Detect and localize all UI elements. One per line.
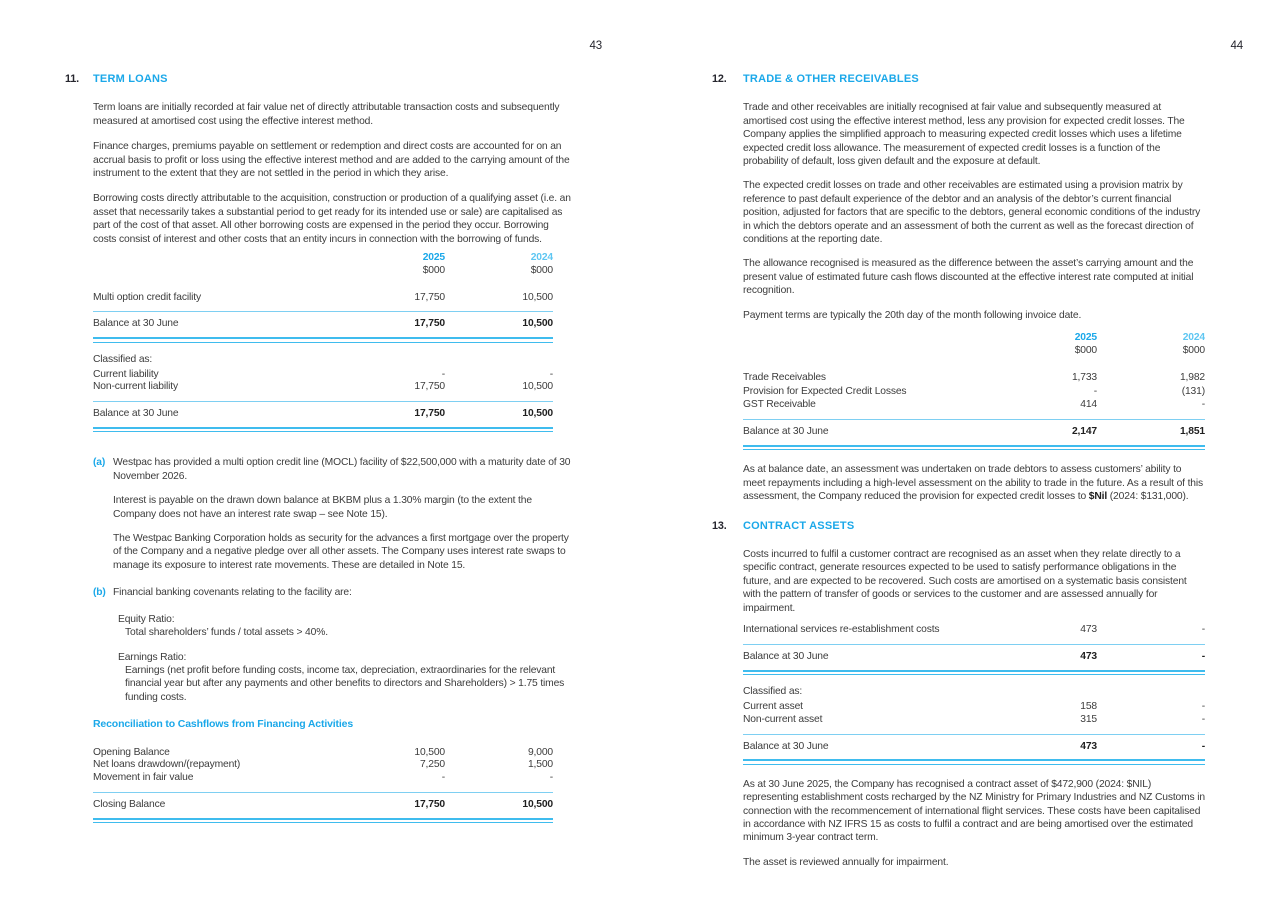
column-header-2025: 2025 [422,252,445,264]
row-label: Current liability [93,368,159,380]
row-label: Provision for Expected Credit Losses [743,386,907,398]
total-value-2024: 1,851 [1179,426,1205,438]
total-value-2025: 473 [1080,740,1097,752]
table-total-row [93,318,553,331]
row-value-2025: - [441,772,445,784]
receivables-table [743,332,1205,450]
paragraph: As at 30 June 2025, the Company has recognised a contract asset of $472,900 (2024: $NIL) representing establishment costs recharged by the NZ Ministry for Primary Industries and NZ Customs in connection with the recommencement of international flight services. These costs have been capitalised in accordance with NZ IFRS 15 as costs to fulfil a contract and are being amortised over the estimated minimum 3-year contract term. [743,778,1205,844]
table-row [93,381,553,394]
right-page [712,0,1243,869]
paragraph: The allowance recognised is measured as the difference between the asset’s carrying amount and the present value of estimated future cash flows discounted at the effective interest rate computed at initial recognition. [743,258,1194,297]
row-value-2025: 1,733 [1071,371,1097,383]
assessment-paragraph [743,463,1205,503]
column-unit-2025: $000 [422,264,445,276]
total-label: Balance at 30 June [93,408,179,420]
row-value-2024: - [1201,700,1205,712]
row-value-2025: 414 [1080,399,1097,411]
row-value-2024: 1,982 [1179,371,1205,383]
table-rule-double [743,759,1205,765]
column-unit-2024: $000 [1182,344,1205,356]
section-trade-receivables [712,73,1243,504]
row-label: Opening Balance [93,746,170,758]
table-row [93,759,553,772]
section-number: 12. [712,73,727,85]
paragraph: Costs incurred to fulfil a customer contract are recognised as an asset when they relate directly to a specific contract, generate resources expected to be used to satisfy performance obligations in the future, and are expected to be recovered. Such costs are amortised on a systematic basis consistent with the pattern of transfer of goods or services to the customer and are assessed annually for impairment. [743,549,1187,614]
row-value-2024: 10,500 [522,381,553,393]
total-value-2024: 10,500 [522,408,553,420]
table-row [93,369,553,382]
table-rule-thin [93,792,553,793]
total-label: Balance at 30 June [743,426,829,438]
table-row [743,386,1205,399]
row-label: International services re-establishment costs [743,624,940,636]
ratio-title: Equity Ratio: [118,613,175,625]
table-rule-thin [743,419,1205,420]
table-rule-thin [93,311,553,312]
table-total-row [93,408,553,421]
paragraph: The expected credit losses on trade and other receivables are estimated using a provision matrix by reference to past default experience of the debtor and an analysis of the debtor’s current financial position, adjusted for factors that are specific to the debtors, general economic conditions of the industry in which the debtors operate and an assessment of both the current as well as the forecast direction of conditions at the reporting date. [743,180,1201,246]
row-label: Trade Receivables [743,371,826,383]
row-value-2025: 7,250 [419,759,445,771]
classified-heading: Classified as: [93,353,153,365]
table-total-row [743,741,1205,754]
total-label: Closing Balance [93,798,166,810]
note-a [93,456,571,583]
equity-ratio [118,613,571,640]
row-value-2024: - [1201,624,1205,636]
term-loans-table [93,252,553,432]
row-label: Multi option credit facility [93,291,201,303]
earnings-ratio [118,651,571,705]
row-value-2025: 10,500 [414,746,445,758]
total-label: Balance at 30 June [743,650,829,662]
left-page [65,0,602,823]
section-title: CONTRACT ASSETS [743,519,855,532]
table-row [743,714,1205,727]
row-label: Non-current liability [93,381,178,393]
assessment-text: (2024: $131,000). [1107,491,1189,503]
table-rule-thin [743,644,1205,645]
section-contract-assets [712,520,1243,870]
row-value-2025: 17,750 [414,381,445,393]
total-value-2025: 17,750 [414,318,445,330]
section-number: 11. [65,73,79,85]
table-total-row [743,426,1205,439]
ratio-title: Earnings Ratio: [118,651,187,663]
paragraph: Borrowing costs directly attributable to the acquisition, construction or production of a qualifying asset (i.e. an asset that necessarily takes a substantial period to get ready for its intended use or sale) are capitalised as part of the cost of that asset. All other borrowing costs are expensed in the period they occur. Borrowing costs consist of interest and other costs that an entity incurs in connection with the borrowing of funds. [93,193,571,245]
row-value-2024: 10,500 [522,291,553,303]
note-paragraph: Financial banking covenants relating to the facility are: [113,587,352,599]
row-label: Movement in fair value [93,772,194,784]
total-label: Balance at 30 June [743,740,829,752]
table-rule-double [93,427,553,433]
table-total-row [743,651,1205,664]
page-number: 43 [589,40,602,52]
paragraph: Payment terms are typically the 20th day of the month following invoice date. [743,309,1082,321]
table-total-row [93,799,553,812]
paragraph: Term loans are initially recorded at fair value net of directly attributable transaction costs and subsequently measured at amortised cost using the effective interest method. [93,102,560,127]
note-paragraph: The Westpac Banking Corporation holds as security for the advances a first mortgage over the property of the Company and a negative pledge over all other assets. The Company uses interest rate swaps to manage its exposure to interest rate movements. These are detailed in Note 15. [113,533,569,571]
total-value-2024: 10,500 [522,318,553,330]
row-value-2025: 158 [1080,700,1097,712]
column-header-2024: 2024 [530,252,553,264]
table-rule-thin [93,401,553,402]
row-value-2025: 315 [1080,713,1097,725]
reconciliation-heading: Reconciliation to Cashflows from Financing Activities [93,718,354,731]
row-label: Non-current asset [743,713,823,725]
row-value-2024: 9,000 [527,746,553,758]
classified-heading-row [743,686,1205,699]
assessment-text: As at balance date, an assessment was undertaken on trade debtors to assess customers’ ability to meet repayments including a high-level assessment on the ability to trade in the future. As a result of this assessment, the Company reduced the provision for expected credit losses to [743,464,1204,503]
table-row [93,747,553,760]
row-value-2024: - [549,368,553,380]
total-value-2025: 17,750 [414,798,445,810]
total-label: Balance at 30 June [93,318,179,330]
column-header-2024: 2024 [1182,332,1205,344]
classified-heading-row [93,354,553,367]
ratio-body: Earnings (net profit before funding costs, income tax, depreciation, extraordinaries for the relevant financial year but after any payments and other benefits to directors and Shareholders) > 1.75 times funding costs. [125,664,565,703]
note-paragraph: Interest is payable on the drawn down balance at BKBM plus a 1.30% margin (to the extent the Company does not have an interest rate swap – see Note 15). [113,495,532,520]
note-a-marker: (a) [93,457,106,469]
column-unit-2024: $000 [530,264,553,276]
paragraph: Finance charges, premiums payable on settlement or redemption and direct costs are accounted for on an accrual basis to profit or loss using the effective interest method and are added to the carrying amount of the instrument to the extent that they are not settled in the period in which they arise. [93,141,570,180]
section-title: TRADE & OTHER RECEIVABLES [743,73,919,85]
table-row [743,701,1205,714]
section-title: TERM LOANS [93,73,168,85]
note-paragraph: Westpac has provided a multi option credit line (MOCL) facility of $22,500,000 with a maturity date of 30 November 2026. [113,457,571,482]
table-row [93,772,553,785]
row-value-2024: 1,500 [527,759,553,771]
table-row [743,399,1205,412]
reconciliation-table [93,747,553,824]
row-value-2025: 473 [1080,624,1097,636]
paragraph: The asset is reviewed annually for impairment. [743,856,949,868]
row-value-2024: - [1201,399,1205,411]
total-value-2024: - [1201,650,1205,662]
row-label: GST Receivable [743,399,816,411]
table-header-row [93,252,553,265]
row-value-2025: 17,750 [414,291,445,303]
note-b [93,586,571,599]
total-value-2024: 10,500 [522,798,553,810]
table-header-row [743,332,1205,345]
row-value-2025: - [1093,386,1097,398]
total-value-2025: 473 [1080,650,1097,662]
nil-bold-text: $Nil [1088,491,1108,503]
section-number: 13. [712,519,727,532]
table-rule-double [93,818,553,824]
ratio-body: Total shareholders’ funds / total assets > 40%. [125,627,328,639]
row-value-2024: - [549,772,553,784]
classified-heading: Classified as: [743,686,803,698]
table-rule-thin [743,734,1205,735]
section-term-loans [65,73,602,823]
table-unit-row [93,265,553,278]
page-number: 44 [1230,40,1243,52]
total-value-2025: 2,147 [1071,426,1097,438]
table-rule-double [743,445,1205,451]
table-unit-row [743,345,1205,358]
column-header-2025: 2025 [1074,332,1097,344]
contract-assets-table [743,624,1205,765]
note-b-marker: (b) [93,587,106,599]
row-label: Current asset [743,700,803,712]
row-value-2025: - [441,368,445,380]
total-value-2025: 17,750 [414,408,445,420]
total-value-2024: - [1201,740,1205,752]
row-value-2024: - [1201,713,1205,725]
paragraph: Trade and other receivables are initially recognised at fair value and subsequently measured at amortised cost using the effective interest method, less any provision for expected credit losses. The Company applies the simplified approach to measuring expected credit losses which uses a lifetime expected credit loss allowance. The measurement of expected credit losses is a function of the probability of default, loss given default and the exposure at default. [743,102,1185,168]
row-value-2024: (131) [1181,386,1205,398]
table-row [93,292,553,305]
table-row [743,624,1205,637]
row-label: Net loans drawdown/(repayment) [93,759,241,771]
column-unit-2025: $000 [1074,344,1097,356]
table-row [743,372,1205,385]
